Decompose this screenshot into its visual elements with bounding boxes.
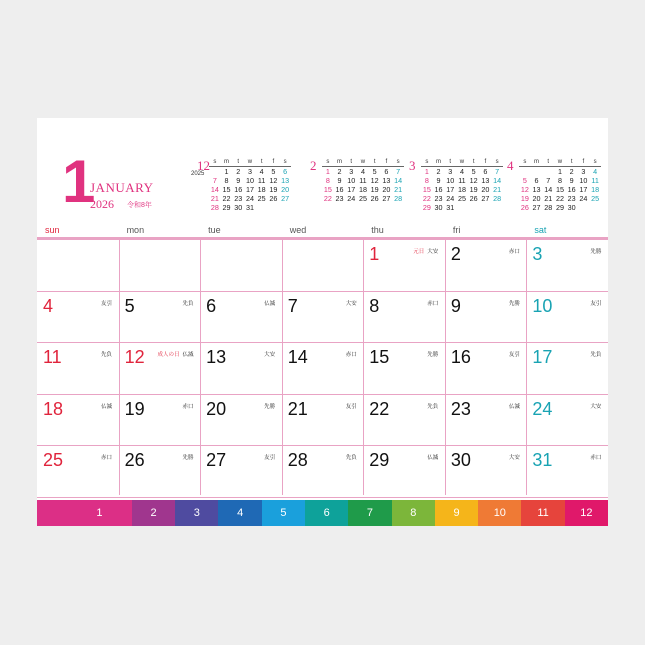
weekday-label: wed — [289, 225, 307, 235]
calendar-sheet — [37, 118, 608, 526]
mini-day: 26 — [520, 203, 529, 212]
mini-day — [279, 203, 291, 212]
rokuyo-label: 先勝 — [508, 300, 520, 307]
day-number: 27 — [206, 450, 227, 470]
rokuyo-label: 先負 — [427, 403, 439, 410]
month-tab-5[interactable]: 5 — [262, 500, 305, 526]
mini-day: 6 — [283, 167, 288, 176]
day-cell[interactable] — [200, 292, 281, 343]
mini-day: 27 — [281, 194, 290, 203]
month-tab-4[interactable]: 4 — [218, 500, 261, 526]
day-cell[interactable] — [526, 395, 607, 446]
day-number: 26 — [124, 450, 145, 470]
mini-day — [268, 203, 280, 212]
mini-day: 13 — [281, 176, 290, 185]
mini-day: 14 — [493, 176, 502, 185]
mini-day: 7 — [396, 167, 401, 176]
mini-day: 27 — [481, 194, 490, 203]
mini-day: 4 — [593, 167, 598, 176]
mini-month-number: 2 — [310, 158, 317, 173]
mini-day: 20 — [481, 185, 490, 194]
rokuyo-label: 赤口 — [590, 455, 602, 461]
day-number: 29 — [369, 450, 390, 470]
era-label: 令和8年 — [127, 202, 152, 209]
rokuyo-label: 赤口 — [508, 249, 520, 255]
day-number: 4 — [43, 295, 54, 316]
rokuyo-label: 先勝 — [182, 455, 194, 461]
month-tab-8[interactable]: 8 — [392, 500, 435, 526]
mini-weekday: t — [256, 158, 268, 167]
day-cell[interactable] — [37, 446, 118, 497]
rokuyo-label: 友引 — [345, 403, 357, 410]
day-number: 17 — [532, 347, 553, 367]
month-tab-10[interactable]: 10 — [478, 500, 521, 526]
rokuyo-label: 先負 — [590, 352, 602, 358]
month-tab-12[interactable]: 12 — [565, 500, 608, 526]
holiday-label: 元日 — [413, 249, 425, 255]
mini-day: 24 — [347, 194, 356, 203]
mini-day: 9 — [236, 176, 241, 185]
day-cell[interactable] — [445, 292, 526, 343]
day-cell[interactable] — [445, 343, 526, 394]
mini-weekday: s — [322, 158, 334, 167]
day-number: 31 — [532, 450, 553, 470]
mini-weekday: f — [480, 158, 492, 167]
day-number: 3 — [532, 244, 543, 264]
mini-day: 9 — [436, 176, 441, 185]
day-number: 11 — [43, 347, 62, 367]
mini-day — [468, 203, 480, 212]
rokuyo-label: 仏滅 — [182, 352, 194, 358]
day-number: 6 — [206, 295, 217, 316]
mini-weekday: s — [392, 158, 404, 167]
day-number: 10 — [532, 295, 553, 316]
mini-day: 9 — [337, 176, 342, 185]
mini-day: 3 — [448, 167, 453, 176]
mini-day — [480, 203, 492, 212]
holiday-label: 成人の日 — [157, 352, 180, 358]
mini-weekday: t — [566, 158, 578, 167]
mini-weekday: s — [589, 158, 601, 167]
mini-day — [589, 203, 601, 212]
mini-day: 11 — [359, 176, 367, 185]
mini-day: 14 — [394, 176, 403, 185]
mini-day — [578, 203, 590, 212]
mini-day: 17 — [579, 185, 588, 194]
mini-day: 2 — [569, 167, 574, 176]
mini-day: 15 — [323, 185, 332, 194]
mini-weekday: s — [491, 158, 503, 167]
day-cell[interactable] — [119, 395, 200, 446]
day-number: 19 — [124, 398, 145, 419]
mini-day: 20 — [382, 185, 391, 194]
mini-weekday: m — [433, 158, 445, 167]
mini-day: 16 — [335, 185, 344, 194]
rokuyo-label: 友引 — [100, 300, 112, 307]
day-number: 24 — [532, 398, 553, 419]
mini-day: 21 — [493, 185, 502, 194]
rokuyo-label: 先勝 — [264, 403, 276, 410]
mini-grid — [421, 158, 503, 212]
mini-day: 13 — [382, 176, 391, 185]
day-cell[interactable] — [445, 240, 526, 291]
mini-day: 22 — [323, 194, 332, 203]
mini-day: 26 — [370, 194, 379, 203]
day-cell[interactable] — [445, 395, 526, 446]
mini-day — [519, 167, 531, 177]
month-tab-2[interactable]: 2 — [132, 500, 175, 526]
mini-day: 10 — [245, 176, 254, 185]
day-cell[interactable] — [119, 446, 200, 497]
mini-day: 1 — [224, 167, 229, 176]
rokuyo-label: 赤口 — [182, 403, 194, 410]
mini-day: 23 — [335, 194, 344, 203]
mini-day: 25 — [591, 194, 600, 203]
mini-day — [456, 203, 468, 212]
mini-day: 24 — [579, 194, 588, 203]
mini-day: 29 — [222, 203, 231, 212]
rokuyo-label: 大安 — [345, 300, 357, 307]
mini-day: 3 — [247, 167, 252, 176]
day-number: 9 — [450, 295, 461, 316]
mini-day: 13 — [532, 185, 541, 194]
mini-day: 21 — [394, 185, 403, 194]
rokuyo-label: 大安 — [590, 403, 602, 410]
mini-day: 11 — [257, 176, 266, 185]
mini-day: 2 — [337, 167, 342, 176]
rokuyo-label: 先勝 — [590, 249, 602, 255]
day-number: 16 — [450, 347, 471, 367]
day-cell[interactable] — [119, 292, 200, 343]
weekday-label: mon — [126, 225, 145, 235]
mini-day: 17 — [245, 185, 254, 194]
mini-weekday: t — [542, 158, 554, 167]
month-tab-6[interactable]: 6 — [305, 500, 348, 526]
mini-day: 10 — [579, 176, 588, 185]
mini-day: 28 — [210, 203, 219, 212]
mini-weekday: t — [369, 158, 381, 167]
mini-day — [542, 167, 554, 177]
mini-day: 1 — [424, 167, 429, 176]
mini-weekday: w — [456, 158, 468, 167]
mini-day: 28 — [544, 203, 553, 212]
month-tab-9[interactable]: 9 — [435, 500, 478, 526]
mini-day: 23 — [567, 194, 576, 203]
mini-day: 17 — [347, 185, 356, 194]
day-number: 20 — [206, 398, 227, 419]
mini-day: 31 — [446, 203, 455, 212]
day-number: 15 — [369, 347, 390, 367]
day-cell[interactable] — [526, 292, 607, 343]
mini-day: 19 — [370, 185, 379, 194]
day-cell[interactable] — [445, 446, 526, 497]
mini-day: 16 — [434, 185, 443, 194]
mini-day: 22 — [555, 194, 564, 203]
rokuyo-label: 大安 — [508, 455, 520, 461]
day-number: 13 — [206, 347, 227, 367]
day-number: 22 — [369, 398, 390, 419]
mini-day: 18 — [358, 185, 367, 194]
day-cell[interactable] — [363, 446, 444, 497]
month-tabs — [37, 500, 608, 526]
mini-day: 7 — [495, 167, 500, 176]
mini-day: 25 — [457, 194, 466, 203]
day-cell[interactable] — [526, 446, 607, 497]
day-cell[interactable] — [200, 240, 281, 291]
mini-day: 12 — [520, 185, 529, 194]
mini-month-number: 3 — [409, 158, 416, 173]
mini-weekday: f — [268, 158, 280, 167]
mini-day: 30 — [234, 203, 243, 212]
mini-day: 22 — [222, 194, 231, 203]
rokuyo-label: 仏滅 — [264, 300, 276, 307]
mini-weekday: w — [244, 158, 256, 167]
rokuyo-label: 仏滅 — [100, 403, 112, 410]
mini-month-number: 12 — [197, 158, 210, 173]
mini-day: 21 — [544, 194, 553, 203]
mini-day: 4 — [259, 167, 264, 176]
mini-weekday: m — [221, 158, 233, 167]
mini-day: 29 — [422, 203, 431, 212]
mini-day: 31 — [245, 203, 254, 212]
day-number: 12 — [124, 347, 145, 367]
day-cell[interactable] — [363, 240, 444, 291]
mini-day: 25 — [257, 194, 266, 203]
mini-day: 8 — [557, 176, 562, 185]
mini-day: 19 — [469, 185, 478, 194]
rokuyo-label: 赤口 — [345, 352, 357, 358]
mini-grid — [209, 158, 291, 212]
mini-day: 15 — [422, 185, 431, 194]
mini-day: 26 — [469, 194, 478, 203]
mini-day: 7 — [546, 176, 551, 185]
day-number: 23 — [450, 398, 471, 419]
mini-day: 1 — [557, 167, 562, 176]
mini-day: 27 — [532, 203, 541, 212]
day-cell[interactable] — [363, 395, 444, 446]
rokuyo-label: 友引 — [264, 455, 276, 461]
mini-weekday: m — [531, 158, 543, 167]
mini-day: 15 — [222, 185, 231, 194]
mini-day: 30 — [434, 203, 443, 212]
day-number: 1 — [369, 244, 380, 264]
mini-day — [209, 167, 221, 177]
day-cell[interactable] — [37, 395, 118, 446]
mini-day: 18 — [457, 185, 466, 194]
day-cell[interactable] — [37, 292, 118, 343]
day-cell[interactable] — [200, 343, 281, 394]
mini-day: 2 — [236, 167, 241, 176]
mini-day: 10 — [347, 176, 356, 185]
mini-day: 8 — [424, 176, 429, 185]
mini-day: 4 — [360, 167, 365, 176]
mini-day: 23 — [234, 194, 243, 203]
day-number: 7 — [287, 295, 298, 316]
day-cell[interactable] — [282, 395, 363, 446]
mini-weekday: s — [209, 158, 221, 167]
mini-day: 3 — [349, 167, 354, 176]
mini-day: 15 — [555, 185, 564, 194]
mini-day: 19 — [520, 194, 529, 203]
mini-weekday: s — [421, 158, 433, 167]
month-tab-1[interactable]: 1 — [37, 500, 132, 526]
day-cell[interactable] — [37, 343, 118, 394]
rokuyo-label: 友引 — [508, 352, 520, 358]
mini-day: 5 — [471, 167, 476, 176]
day-cell[interactable] — [37, 240, 118, 291]
mini-weekday: s — [519, 158, 531, 167]
mini-weekday: w — [357, 158, 369, 167]
rokuyo-label: 先負 — [182, 300, 194, 307]
mini-weekday: s — [279, 158, 291, 167]
mini-day: 17 — [446, 185, 455, 194]
mini-weekday: m — [334, 158, 346, 167]
mini-day: 28 — [394, 194, 403, 203]
mini-day: 22 — [422, 194, 431, 203]
day-number: 21 — [287, 398, 308, 419]
mini-day: 10 — [446, 176, 455, 185]
mini-day: 14 — [210, 185, 219, 194]
mini-weekday: t — [468, 158, 480, 167]
mini-day: 27 — [382, 194, 391, 203]
month-name: JANUARY — [90, 180, 154, 195]
rokuyo-label: 仏滅 — [427, 455, 439, 461]
mini-day: 16 — [234, 185, 243, 194]
rokuyo-label: 大安 — [427, 249, 439, 255]
mini-day: 11 — [591, 176, 599, 185]
day-cell[interactable] — [526, 343, 607, 394]
mini-day: 12 — [469, 176, 478, 185]
rokuyo-label: 先勝 — [427, 352, 439, 358]
mini-day: 24 — [245, 194, 254, 203]
month-tab-3[interactable]: 3 — [175, 500, 218, 526]
mini-day: 6 — [483, 167, 488, 176]
rokuyo-label: 大安 — [264, 352, 276, 358]
mini-day: 5 — [271, 167, 276, 176]
mini-day: 14 — [544, 185, 553, 194]
day-cell[interactable] — [526, 240, 607, 291]
mini-day: 5 — [372, 167, 377, 176]
day-cell[interactable] — [200, 395, 281, 446]
mini-weekday: f — [381, 158, 393, 167]
mini-day: 6 — [534, 176, 539, 185]
mini-weekday: t — [345, 158, 357, 167]
mini-day: 25 — [358, 194, 367, 203]
year-label: 2026 — [90, 197, 114, 211]
mini-day: 1 — [325, 167, 330, 176]
day-cell[interactable] — [363, 343, 444, 394]
mini-year-label: 2025 — [191, 171, 205, 177]
mini-day: 5 — [522, 176, 527, 185]
mini-day: 26 — [269, 194, 278, 203]
day-number: 8 — [369, 295, 380, 316]
weekday-label: tue — [208, 225, 221, 235]
mini-day: 20 — [532, 194, 541, 203]
mini-day: 6 — [384, 167, 389, 176]
mini-day: 12 — [370, 176, 379, 185]
day-cell[interactable] — [119, 240, 200, 291]
mini-weekday: t — [232, 158, 244, 167]
day-number: 25 — [43, 450, 64, 470]
mini-day: 11 — [458, 176, 466, 185]
mini-day: 30 — [567, 203, 576, 212]
mini-day: 29 — [555, 203, 564, 212]
mini-grid — [322, 158, 404, 203]
day-number: 28 — [287, 450, 308, 470]
day-number: 2 — [450, 244, 461, 264]
day-cell[interactable] — [282, 446, 363, 497]
rokuyo-label: 先負 — [345, 455, 357, 461]
day-cell[interactable] — [282, 240, 363, 291]
rokuyo-label: 赤口 — [100, 455, 112, 461]
day-cell[interactable] — [282, 292, 363, 343]
mini-weekday: w — [554, 158, 566, 167]
mini-day: 7 — [212, 176, 217, 185]
mini-day — [531, 167, 543, 177]
mini-day: 18 — [257, 185, 266, 194]
mini-day — [256, 203, 268, 212]
weekday-label: fri — [452, 225, 461, 235]
weekday-label: sun — [45, 225, 60, 235]
mini-day: 21 — [210, 194, 219, 203]
mini-day: 8 — [224, 176, 229, 185]
day-cell[interactable] — [119, 343, 200, 394]
mini-day: 19 — [269, 185, 278, 194]
day-number: 14 — [287, 347, 308, 367]
mini-day: 16 — [567, 185, 576, 194]
mini-weekday: t — [444, 158, 456, 167]
mini-day: 13 — [481, 176, 490, 185]
day-number: 30 — [450, 450, 471, 470]
mini-day: 2 — [436, 167, 441, 176]
mini-day: 24 — [446, 194, 455, 203]
rokuyo-label: 仏滅 — [508, 403, 520, 410]
day-cell[interactable] — [282, 343, 363, 394]
mini-weekday: f — [578, 158, 590, 167]
mini-day: 3 — [581, 167, 586, 176]
rokuyo-label: 友引 — [590, 300, 602, 307]
day-number: 18 — [43, 398, 64, 419]
mini-day: 9 — [569, 176, 574, 185]
weekday-label: thu — [371, 225, 384, 235]
mini-day: 28 — [493, 194, 502, 203]
mini-day: 4 — [459, 167, 464, 176]
month-tab-7[interactable]: 7 — [348, 500, 391, 526]
mini-grid — [519, 158, 601, 212]
mini-month-number: 4 — [507, 158, 514, 173]
day-cell[interactable] — [200, 446, 281, 497]
rokuyo-label: 赤口 — [427, 300, 439, 307]
mini-day — [491, 203, 503, 212]
month-number: 1 — [62, 148, 96, 215]
mini-day: 12 — [269, 176, 278, 185]
weekday-label: sat — [534, 225, 547, 235]
month-tab-11[interactable]: 11 — [521, 500, 564, 526]
rokuyo-label: 先負 — [100, 352, 112, 358]
mini-day: 20 — [281, 185, 290, 194]
day-number: 5 — [124, 295, 135, 316]
mini-day: 8 — [325, 176, 330, 185]
day-cell[interactable] — [363, 292, 444, 343]
mini-day: 18 — [591, 185, 600, 194]
mini-day: 23 — [434, 194, 443, 203]
